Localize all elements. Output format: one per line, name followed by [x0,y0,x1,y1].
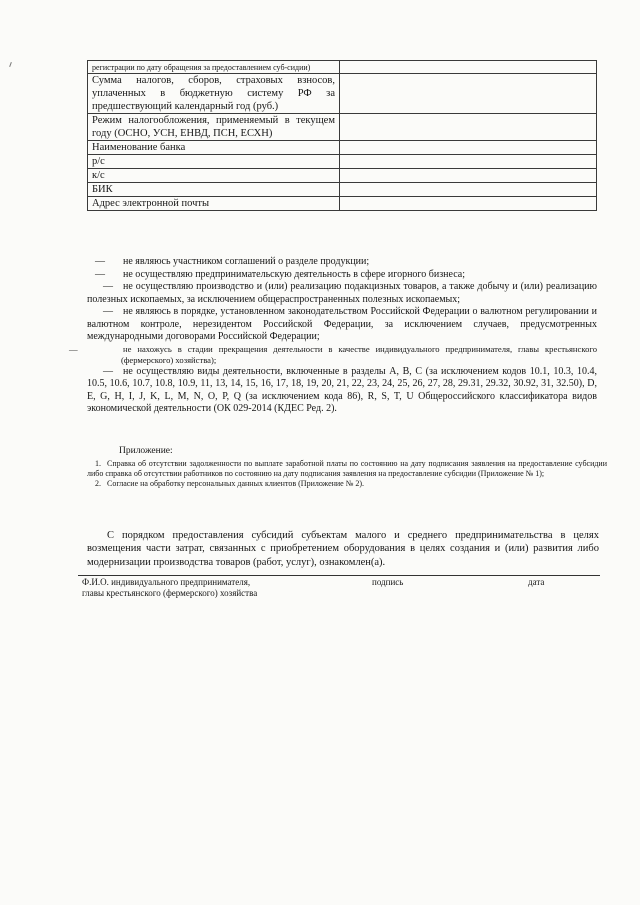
table-row [88,61,597,74]
appendix-number: 2. [95,479,101,488]
table-row [88,169,597,183]
table-row [88,155,597,169]
signature-date-label: дата [528,577,545,587]
table-row [88,197,597,211]
dash-bullet: — [103,365,113,377]
table-cell-label: регистрации по дату обращения за предоставлением суб-сидии) [88,61,340,74]
table-cell-label: Режим налогообложения, применяемый в текущем году (ОСНО, УСН, ЕНВД, ПСН, ЕСХН) [88,114,340,141]
table-cell-value [340,141,597,155]
appendix-title: Приложение: [119,446,173,456]
declaration-text: не осуществляю виды деятельности, включенные в разделы А, В, С (за исключением кодов 10.1, 10.3, 10.4, 10.5, 10.6, 10.7, 10.8, 10.9, 11, 13, 14, 15, 16, 17, 18, 19, 20, 21, 22, 23, 24, 25, 26, 27, 28, 29.31, 29.32, 30.92, 31, 32.50), D, E, G, H, I, J, K, L, M, N, O, P, Q (за исключением кода 86), R, S, T, U Общероссийского классификатора видов экономической деятельности (ОК 029-2014 (КДЕС Ред. 2). [87,365,597,414]
dash-bullet: — [95,268,105,280]
signature-podpis-label: подпись [372,577,404,587]
table-cell-label: Сумма налогов, сборов, страховых взносов, уплаченных в бюджетную систему РФ за предшествующий календарный год (руб.) [88,74,340,114]
table-row [88,141,597,155]
declaration-item [87,366,597,416]
acknowledgement-paragraph: С порядком предоставления субсидий субъектам малого и среднего предпринимательства в целях возмещения части затрат, связанных с приобретением оборудования в целях создания и (или) развития либо модернизации производства товаров (работ, услуг), ознакомлен(а). [87,529,599,568]
table-row [88,183,597,197]
declaration-item [87,306,597,344]
appendix-section [87,446,607,489]
dash-bullet: — [95,256,105,267]
table-cell-label: БИК [88,183,340,197]
dash-bullet: — [103,306,113,317]
table-cell-value [340,74,597,114]
table-cell-value [340,61,597,74]
appendix-item [87,459,607,479]
declaration-item [69,343,597,366]
table-row [88,74,597,114]
declaration-text: не являюсь участником соглашений о разделе продукции; [123,256,370,267]
table-cell-label: Наименование банка [88,141,340,155]
table-cell-label: р/с [88,155,340,169]
table-cell-value [340,197,597,211]
appendix-item [87,479,607,489]
declaration-item [87,256,597,269]
dash-bullet: — [69,343,78,354]
appendix-number: 1. [95,459,101,468]
declaration-item [87,269,597,282]
dash-bullet: — [103,281,113,292]
fio-line-1: Ф.И.О. индивидуального предпринимателя, [82,577,251,587]
table-cell-value [340,114,597,141]
declaration-text: не нахожусь в стадии прекращения деятельности в качестве индивидуального предпринимателя, главы крестьянского (фермерского) хозяйства); [121,343,597,365]
fio-line-2: главы крестьянского (фермерского) хозяйства [82,588,258,598]
scan-mark [9,62,12,67]
appendix-text: Справка об отсутствии задолженности по выплате заработной платы по состоянию на дату подписания заявления на предоставление субсидии либо справка об отсутствии работников по состоянию на дату подписания заявления на предоставление субсидии (Приложение № 1); [87,459,607,478]
table-cell-value [340,155,597,169]
table-row [88,114,597,141]
table-cell-value [340,169,597,183]
declaration-item [87,281,597,306]
table-cell-value [340,183,597,197]
table-cell-label: к/с [88,169,340,183]
signature-line [78,575,600,576]
appendix-text: Согласие на обработку персональных данных клиентов (Приложение № 2). [107,479,365,488]
declaration-text: не осуществляю производство и (или) реализацию подакцизных товаров, а также добычу и (или) реализацию полезных ископаемых, за исключением общераспространенных полезных ископаемых; [87,281,597,305]
signature-fio-label [82,577,322,599]
application-form-table [87,60,597,211]
table-cell-label: Адрес электронной почты [88,197,340,211]
declaration-text: не осуществляю предпринимательскую деятельность в сфере игорного бизнеса; [123,268,465,280]
declarations-list [69,256,597,416]
declaration-text: не являюсь в порядке, установленном законодательством Российской Федерации о валютном регулировании и валютном контроле, нерезидентом Российской Федерации, за исключением случаев, предусмотренных международными договорами Российской Федерации; [87,306,597,342]
